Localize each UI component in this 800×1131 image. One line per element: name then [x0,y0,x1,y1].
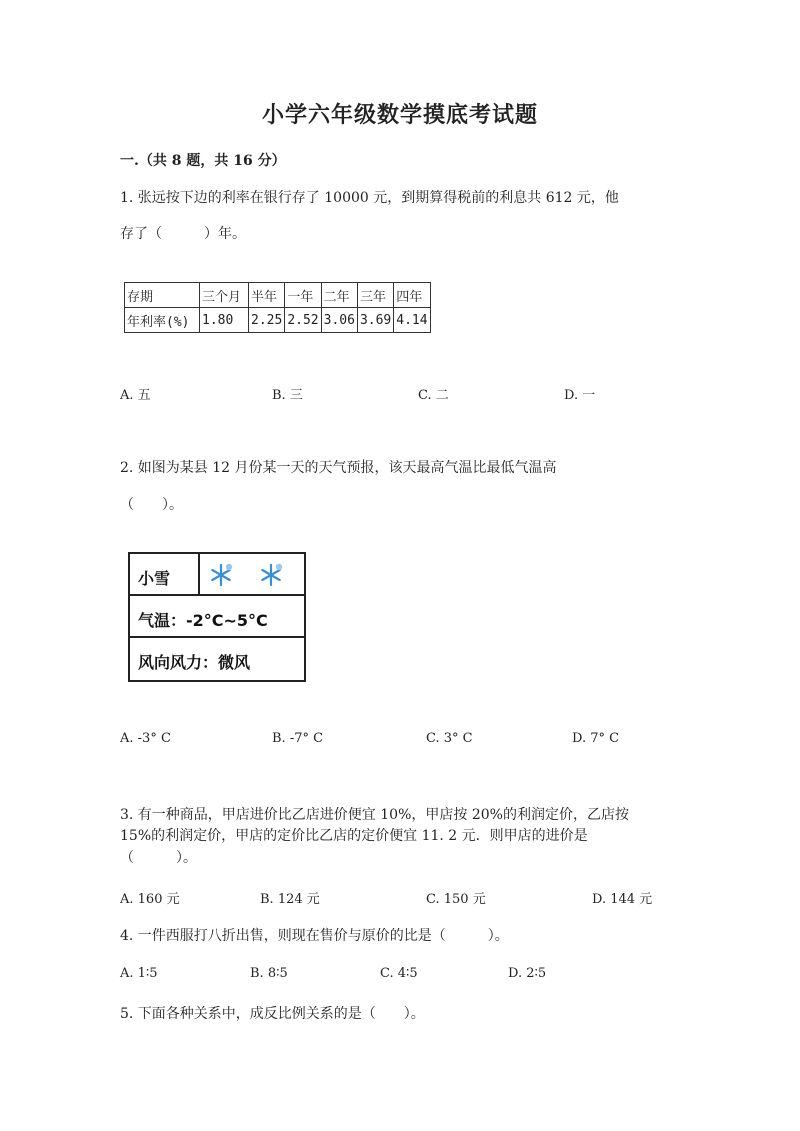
table-cell: 2.25 [249,308,285,333]
table-row [125,308,431,333]
q3-option-a[interactable]: A. 160 元 [120,892,180,907]
snowflake-icon [258,562,284,588]
q5-text-line1: 5. 下面各种关系中，成反比例关系的是（ ）。 [120,1006,425,1022]
q3-option-d[interactable]: D. 144 元 [592,892,653,907]
q1-option-c[interactable]: C. 二 [418,388,449,403]
temperature-range: 气温：-2°C~5°C [138,611,268,630]
weather-row [130,554,304,596]
q4-option-b[interactable]: B. 8∶5 [250,966,288,981]
page-title: 小学六年级数学摸底考试题 [261,102,538,128]
q2-option-d[interactable]: D. 7° C [572,731,620,746]
table-cell: 半年 [249,283,285,308]
q2-text-line1: 2. 如图为某县 12 月份某一天的天气预报，该天最高气温比最低气温高 [120,460,557,476]
table-cell: 三年 [357,283,393,308]
section-heading: 一.（共 8 题，共 16 分） [120,153,286,169]
q4-option-c[interactable]: C. 4∶5 [380,966,418,981]
q3-text-line2: 15%的利润定价，甲店的定价比乙店的定价便宜 11. 2 元．则甲店的进价是 [120,828,588,844]
table-cell: 3.06 [321,308,357,333]
table-cell: 4.14 [394,308,430,333]
q1-text-line1: 1. 张远按下边的利率在银行存了 10000 元，到期算得税前的利息共 612 元，他 [120,190,619,206]
weather-condition: 小雪 [138,569,171,588]
table-cell: 三个月 [200,283,249,308]
table-cell: 2.52 [285,308,321,333]
wind-info: 风向风力：微风 [138,653,251,672]
weather-row [130,638,304,680]
table-row [125,283,431,308]
q4-option-d[interactable]: D. 2∶5 [508,966,547,981]
table-cell: 四年 [394,283,430,308]
q4-text-line1: 4. 一件西服打八折出售，则现在售价与原价的比是（ ）。 [120,928,509,944]
q2-option-a[interactable]: A. -3° C [120,731,171,746]
q3-option-b[interactable]: B. 124 元 [260,892,320,907]
q3-text-line3: （ ）。 [120,850,197,866]
q1-option-b[interactable]: B. 三 [272,388,303,403]
q2-text-line2: （ ）。 [120,497,183,513]
table-cell: 二年 [321,283,357,308]
q4-option-a[interactable]: A. 1∶5 [120,966,158,981]
q1-option-a[interactable]: A. 五 [120,388,151,403]
table-cell: 存期 [125,283,200,308]
table-cell: 一年 [285,283,321,308]
interest-rate-table [124,282,431,333]
table-cell: 年利率(%) [125,308,200,333]
q2-option-b[interactable]: B. -7° C [272,731,324,746]
table-cell: 1.80 [200,308,249,333]
weather-forecast-card [128,552,306,682]
divider [198,554,200,596]
weather-row [130,596,304,638]
table-cell: 3.69 [357,308,393,333]
q3-option-c[interactable]: C. 150 元 [426,892,486,907]
q1-text-line2: 存了（ ）年。 [120,226,246,242]
snowflake-icon [208,562,234,588]
q2-option-c[interactable]: C. 3° C [426,731,473,746]
q1-option-d[interactable]: D. 一 [564,388,596,403]
q3-text-line1: 3. 有一种商品，甲店进价比乙店进价便宜 10%，甲店按 20%的利润定价，乙店按 [120,807,629,823]
